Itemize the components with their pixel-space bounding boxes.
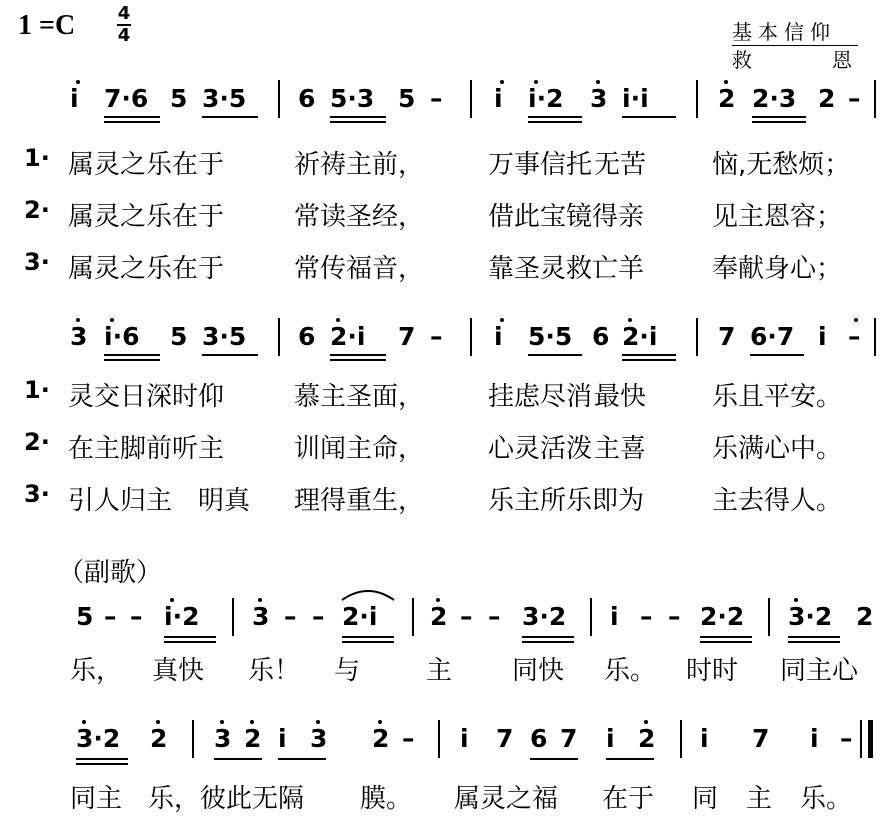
chorus-lyric-line-2 [0,778,886,818]
octave-dot [378,720,382,724]
note: – [312,602,325,631]
barline [232,598,234,636]
underline [104,354,160,356]
verse-number: 3· [24,248,50,276]
note: 6 [298,84,316,113]
lyric: 主 [746,784,773,814]
lyric: 同主 [70,784,123,814]
note: 3 [214,724,232,753]
barline [412,598,414,636]
octave-dot [500,80,504,84]
underline [330,121,386,123]
octave-dot [336,318,340,322]
verse-number: 2· [24,428,50,456]
underline [788,636,840,638]
underline [104,116,160,118]
credit-right: 恩 [832,48,858,72]
octave-dot [794,598,798,602]
lyric: 乐， [70,656,123,686]
note: – [840,724,853,753]
chorus-music-line-2 [0,724,886,764]
verse-music-line-1 [0,84,886,124]
note: 5·3 [330,84,375,113]
note: 7 [560,724,578,753]
octave-dot [156,720,160,724]
underline [622,116,676,118]
lyric: 训闻主命， [294,434,425,464]
note: 3·2 [522,602,567,631]
octave-dot [170,598,174,602]
verse-number: 2· [24,196,50,224]
underline [76,758,128,760]
note: 2 [638,724,656,753]
lyric: 最快 [594,382,647,412]
lyric: 心灵活泼 [488,434,593,464]
underline [622,359,676,361]
note: 7 [496,724,514,753]
lyric: 乐。 [604,656,657,686]
underline [750,354,804,356]
lyric: 慕主圣面， [294,382,425,412]
note: 3 [310,724,328,753]
underline [522,641,574,643]
note: 2·i [330,322,366,351]
note: 2·i [342,602,378,631]
lyric: 明真 [198,486,251,516]
final-barline [868,720,873,758]
lyric: 乐主所乐即为 [488,486,645,516]
note: i [70,84,79,113]
octave-dot [76,80,80,84]
barline [874,80,876,118]
lyric: 同 [692,784,719,814]
lyric: 属灵之乐在于 [68,202,225,232]
lyric-line-v3-b [0,480,886,520]
note: – [848,84,861,113]
note: – [460,602,473,631]
note: 5 [170,322,188,351]
underline [752,121,806,123]
underline [752,116,806,118]
lyric: 同主心 [780,656,859,686]
note: 2 [718,84,736,113]
lyric: 靠圣灵救亡羊 [488,254,645,284]
note: i [606,724,615,753]
lyric: 膜。 [360,784,413,814]
lyric: 无苦 [594,150,647,180]
note: 3 [252,602,270,631]
lyric: 乐，彼此无隔 [148,784,305,814]
octave-dot [258,598,262,602]
octave-dot [724,80,728,84]
note: 7 [752,724,770,753]
octave-dot [596,80,600,84]
barline [278,318,280,356]
lyric: 常传福音， [294,254,425,284]
note: 6 [298,322,316,351]
barline [438,720,440,758]
note: i·i [622,84,649,113]
barline [768,598,770,636]
credit-left: 救 [732,48,758,72]
lyric: 恼,无愁烦； [712,150,851,180]
underline [700,636,752,638]
underline [342,636,394,638]
note: – [104,602,117,631]
note: 7 [718,322,736,351]
note: 7 [398,322,416,351]
note: i [700,724,709,753]
octave-dot [500,318,504,322]
octave-dot [854,318,858,322]
note: i [610,602,619,631]
note: 5 [76,602,94,631]
barline [278,80,280,118]
note: 3 [590,84,608,113]
note: 3 [70,322,88,351]
barline [470,318,472,356]
lyric: 乐且平安。 [712,382,843,412]
underline [104,359,160,361]
tie-arc [338,586,398,602]
octave-dot [250,720,254,724]
barline [470,80,472,118]
credit-line-1: 基本信仰 [732,16,858,46]
lyric: 属灵之福 [454,784,559,814]
barline [680,720,682,758]
note: 3·2 [76,724,121,753]
octave-dot [76,318,80,322]
octave-dot [644,720,648,724]
note: – [668,602,681,631]
chorus-label-row [0,552,300,592]
note: 2 [856,602,874,631]
note: i [460,724,469,753]
underline [528,354,582,356]
lyric: 在主脚前听主 [68,434,225,464]
lyric: 奉献身心； [712,254,843,284]
lyric: 属灵之乐在于 [68,150,225,180]
note: i [818,322,827,351]
lyric: 与 [334,656,361,686]
chorus-label: （副歌） [58,558,163,588]
lyric: 乐。 [800,784,853,814]
octave-dot [82,720,86,724]
note: – [130,602,143,631]
note: 3·5 [202,84,247,113]
underline [700,641,752,643]
underline [342,641,394,643]
verse-number: 3· [24,480,50,508]
barline [860,720,862,758]
barline [696,80,698,118]
lyric: 主 [426,656,453,686]
note: – [848,322,861,351]
note: 3·5 [202,322,247,351]
note: – [284,602,297,631]
underline [164,636,216,638]
note: 2·i [622,322,658,351]
note: i·6 [104,322,140,351]
underline [330,116,386,118]
octave-dot [110,318,114,322]
lyric: 借此宝镜得亲 [488,202,645,232]
lyric: 理得重生， [294,486,425,516]
time-top: 4 [117,3,131,24]
lyric-line-v1-b [0,376,886,416]
note: 6 [530,724,548,753]
underline [202,116,258,118]
chorus-music-line-1 [0,602,886,642]
lyric: 见主恩容； [712,202,843,232]
lyric: 主去得人。 [712,486,843,516]
lyric-line-v2-a [0,196,886,236]
note: – [488,602,501,631]
octave-dot [628,318,632,322]
underline [788,641,840,643]
note: – [430,84,443,113]
barline [696,318,698,356]
lyric: 乐！ [248,656,301,686]
barline [874,318,876,356]
note: i·2 [528,84,564,113]
lyric: 真快 [152,656,205,686]
lyric: 主喜 [594,434,647,464]
lyric: 万事信托 [488,150,593,180]
lyric: 灵交日深时仰 [68,382,225,412]
barline [192,720,194,758]
note: 2·2 [700,602,745,631]
underline [622,354,676,356]
octave-dot [534,80,538,84]
time-bottom: 4 [117,25,131,46]
lyric: 祈祷主前， [294,150,425,180]
underline [606,758,654,760]
underline [522,636,574,638]
note: i [278,724,287,753]
barline [590,598,592,636]
underline [528,121,582,123]
lyric-line-v1-a [0,144,886,184]
verse-number: 1· [24,144,50,172]
note: 5 [398,84,416,113]
note: 3·2 [788,602,833,631]
note: 5·5 [528,322,573,351]
note: i [494,84,503,113]
underline [330,359,386,361]
note: 2·3 [752,84,797,113]
underline [164,641,216,643]
octave-dot [436,598,440,602]
key-signature: 1 =C [18,10,76,41]
underline [214,758,262,760]
underline [76,763,128,765]
underline [202,354,258,356]
underline [278,758,326,760]
underline [330,354,386,356]
note: 2 [430,602,448,631]
note: 6·7 [750,322,795,351]
note: 2 [150,724,168,753]
note: i·2 [164,602,200,631]
note: 7·6 [104,84,149,113]
note: – [402,724,415,753]
note: i [810,724,819,753]
lyric: 时时 [686,656,739,686]
lyric: 引人归主 [68,486,173,516]
note: 2 [372,724,390,753]
lyric: 同快 [512,656,565,686]
note: 2 [818,84,836,113]
chorus-lyric-line-1 [0,650,886,690]
lyric: 挂虑尽消 [488,382,593,412]
underline [528,116,582,118]
note: – [640,602,653,631]
underline [530,758,578,760]
credit-line-2 [732,44,858,73]
octave-dot [220,720,224,724]
note: 6 [592,322,610,351]
verse-number: 1· [24,376,50,404]
note: – [430,322,443,351]
lyric: 在于 [602,784,655,814]
lyric: 属灵之乐在于 [68,254,225,284]
note: i [494,322,503,351]
octave-dot [316,720,320,724]
verse-music-line-2 [0,322,886,362]
lyric-line-v3-a [0,248,886,288]
underline [104,121,160,123]
lyric-line-v2-b [0,428,886,468]
note: 5 [170,84,188,113]
lyric: 常读圣经， [294,202,425,232]
time-signature [116,4,132,46]
note: 2 [244,724,262,753]
lyric: 乐满心中。 [712,434,843,464]
